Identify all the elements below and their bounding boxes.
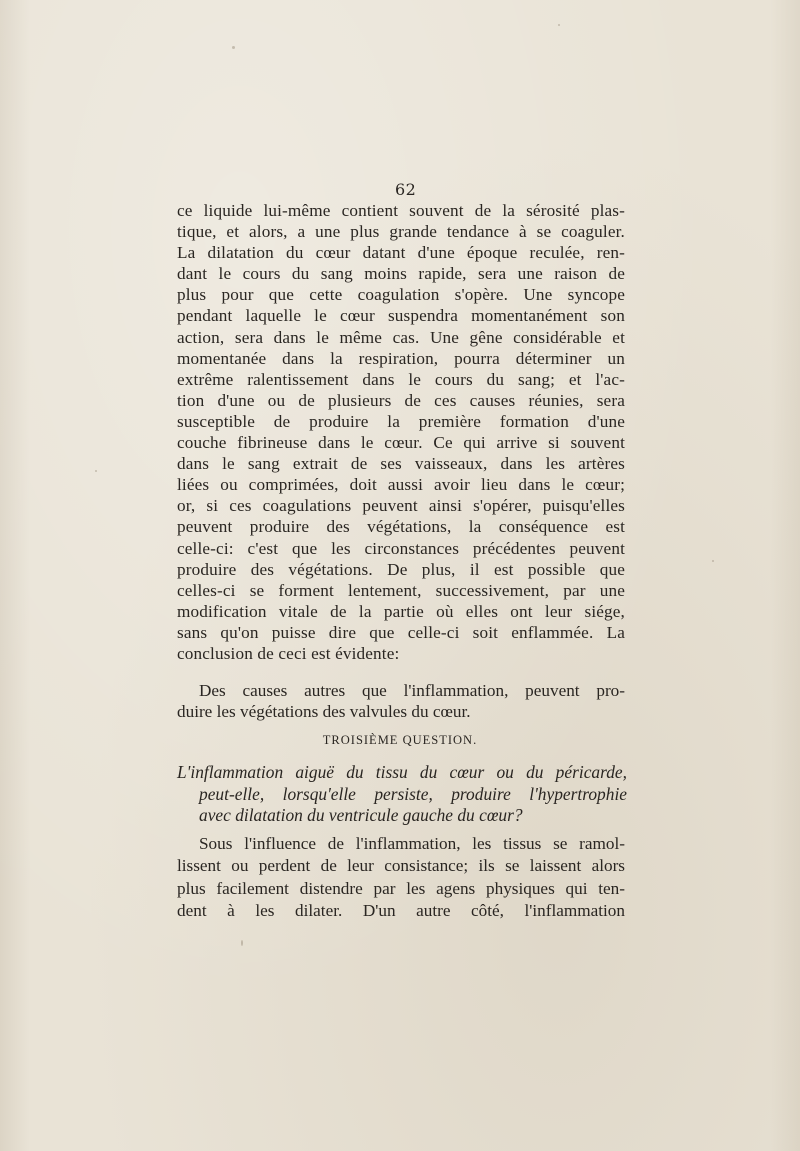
text-line: momentanée dans la respiration, pourra déterminer un	[177, 348, 625, 368]
text-line: avec dilatation du ventricule gauche du cœur?	[199, 805, 523, 825]
paragraph-2	[177, 833, 625, 923]
text-line: tion d'une ou de plusieurs de ces causes réunies, sera	[177, 390, 625, 410]
text-line: peuvent produire des végétations, la conséquence est	[177, 517, 625, 537]
text-line: celles-ci se forment lentement, successivement, par une	[177, 580, 625, 600]
text-line: or, si ces coagulations peuvent ainsi s'opérer, puisqu'elles	[177, 496, 625, 516]
text-line: plus facilement distendre par les agens physiques qui ten-	[177, 878, 625, 898]
text-line: couche fibrineuse dans le cœur. Ce qui arrive si souvent	[177, 433, 625, 453]
text-line: conclusion de ceci est évidente:	[177, 643, 400, 663]
text-line: susceptible de produire la première formation d'une	[177, 411, 625, 431]
text-line: La dilatation du cœur datant d'une époque reculée, ren-	[177, 243, 625, 263]
paper-speck	[558, 24, 560, 26]
paper-speck	[712, 560, 714, 562]
text-line: Des causes autres que l'inflammation, peuvent pro-	[199, 681, 625, 700]
section-heading: TROISIÈME QUESTION.	[322, 733, 478, 747]
page-number: 62	[395, 180, 417, 199]
text-line: celle-ci: c'est que les circonstances précédentes peuvent	[177, 538, 625, 558]
text-line: liées ou comprimées, doit aussi avoir lieu dans le cœur;	[177, 475, 625, 495]
text-line: dant le cours du sang moins rapide, sera une raison de	[177, 264, 625, 284]
paper-speck	[241, 940, 243, 946]
text-line: Sous l'influence de l'inflammation, les tissus se ramol-	[199, 834, 625, 853]
text-line: peut-elle, lorsqu'elle persiste, produire l'hypertrophie	[199, 783, 627, 804]
text-line: tique, et alors, a une plus grande tendance à se coaguler.	[177, 222, 625, 242]
text-line: duire les végétations des valvules du cœur.	[177, 702, 471, 722]
conclusion-statement	[177, 680, 625, 722]
text-line: lissent ou perdent de leur consistance; ils se laissent alors	[177, 856, 625, 876]
text-line: action, sera dans le même cas. Une gêne considérable et	[177, 327, 625, 347]
text-line: pendant laquelle le cœur suspendra momentanément son	[177, 306, 625, 326]
text-line: ce liquide lui-même contient souvent de la sérosité plas-	[177, 201, 625, 220]
text-line: L'inflammation aiguë du tissu du cœur ou du péricarde,	[177, 762, 627, 782]
question-text	[177, 762, 627, 827]
paper-speck	[95, 470, 97, 472]
paragraph-1	[177, 200, 625, 664]
text-line: sans qu'on puisse dire que celle-ci soit enflammée. La	[177, 622, 625, 642]
text-line: dent à les dilater. D'un autre côté, l'inflammation	[177, 901, 625, 921]
text-line: produire des végétations. De plus, il est possible que	[177, 559, 625, 579]
text-line: dans le sang extrait de ses vaisseaux, dans les artères	[177, 454, 625, 474]
paper-speck	[232, 46, 235, 49]
text-line: modification vitale de la partie où elles ont leur siége,	[177, 601, 625, 621]
text-line: extrême ralentissement dans le cours du sang; et l'ac-	[177, 369, 625, 389]
text-line: plus pour que cette coagulation s'opère. Une syncope	[177, 285, 625, 305]
